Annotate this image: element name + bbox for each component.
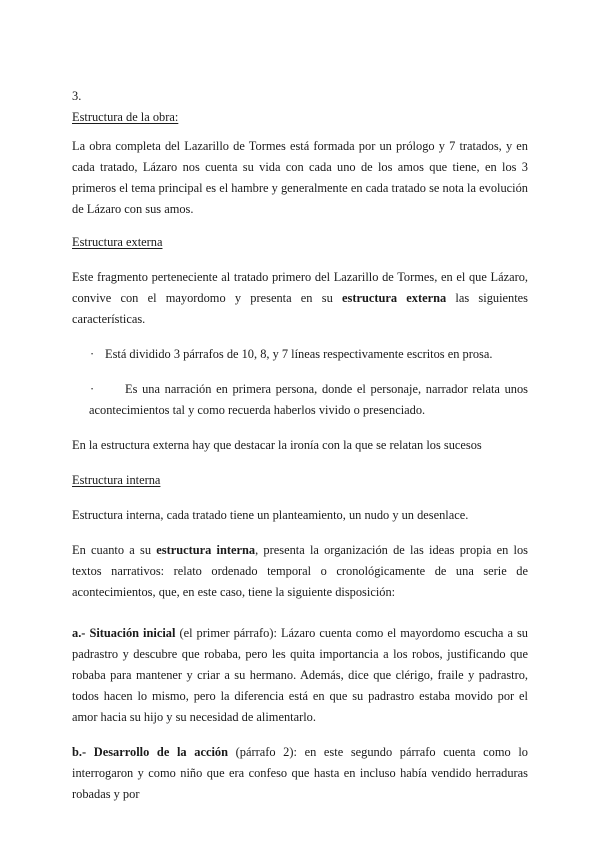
paragraph-interna-2-text-1: En cuanto a su — [72, 543, 157, 557]
paragraph-interna-2 — [72, 540, 528, 603]
item-b-desarrollo-accion — [72, 742, 528, 805]
bullet-item-2-text: Es una narración en primera persona, donde el personaje, narrador relata unos acontecimientos tal y como recuerda haberlos vivido o presenciado. — [89, 382, 528, 417]
heading-estructura-obra: Estructura de la obra: — [72, 110, 179, 124]
paragraph-ironia: En la estructura externa hay que destacar la ironía con la que se relatan los sucesos — [72, 438, 482, 452]
item-a-text: (el primer párrafo): Lázaro cuenta como el mayordomo escucha a su padrastro y descubre que robaba, pero les quita importancia a los robos, justificando que robaba para mantener y criar a su hermano. Además, dice que clérigo, fraile y padrastro, todos hacen lo mismo, pero la diferencia está en que su padrastro estaba movido por el amor hacia su hijo y su necesidad de alimentarlo. — [72, 626, 528, 724]
paragraph-interna-1: Estructura interna, cada tratado tiene un planteamiento, un nudo y un desenlace. — [72, 508, 469, 522]
item-a-situacion-inicial — [72, 623, 528, 728]
section-number: 3. — [72, 89, 82, 103]
paragraph-externa-text-1: Este fragmento perteneciente al tratado primero del Lazarillo de Tormes, en el que Lázaro, convive con el mayordomo y presenta en su — [72, 270, 528, 305]
heading-estructura-interna: Estructura interna — [72, 473, 161, 487]
heading-estructura-externa: Estructura externa — [72, 235, 163, 249]
document-page — [72, 86, 528, 805]
paragraph-externa — [72, 267, 528, 330]
item-a-label: a.- Situación inicial — [72, 626, 176, 640]
bullet-item-1-text: Está dividido 3 párrafos de 10, 8, y 7 líneas respectivamente escritos en prosa. — [105, 347, 493, 361]
bullet-dot-icon: · — [90, 347, 95, 361]
bullet-item-2 — [72, 379, 528, 421]
paragraph-interna-2-text-2: , presenta la organización de las ideas propia en los textos narrativos: relato ordenado temporal o cronológicamente de una serie de acontecimientos, que, en este caso, tiene la siguiente disposición: — [72, 543, 529, 599]
item-b-label: b.- Desarrollo de la acción — [72, 745, 228, 759]
bullet-dot-icon: · — [90, 382, 95, 396]
paragraph-externa-text-2: las siguientes características. — [72, 291, 528, 326]
item-b-text: (párrafo 2): en este segundo párrafo cuenta como lo interrogaron y como niño que era confeso que hasta en incluso había vendido herraduras robadas y por — [72, 745, 528, 801]
paragraph-interna-2-bold: estructura interna — [156, 543, 256, 557]
paragraph-obra: La obra completa del Lazarillo de Tormes está formada por un prólogo y 7 tratados, y en cada tratado, Lázaro nos cuenta su vida con cada uno de los amos que tiene, en los 3 primeros el tema principal es el hambre y generalmente en cada tratado se nota la evolución de Lázaro con sus amos. — [72, 139, 528, 216]
paragraph-externa-bold: estructura externa — [342, 291, 447, 305]
bullet-item-1 — [72, 344, 528, 365]
